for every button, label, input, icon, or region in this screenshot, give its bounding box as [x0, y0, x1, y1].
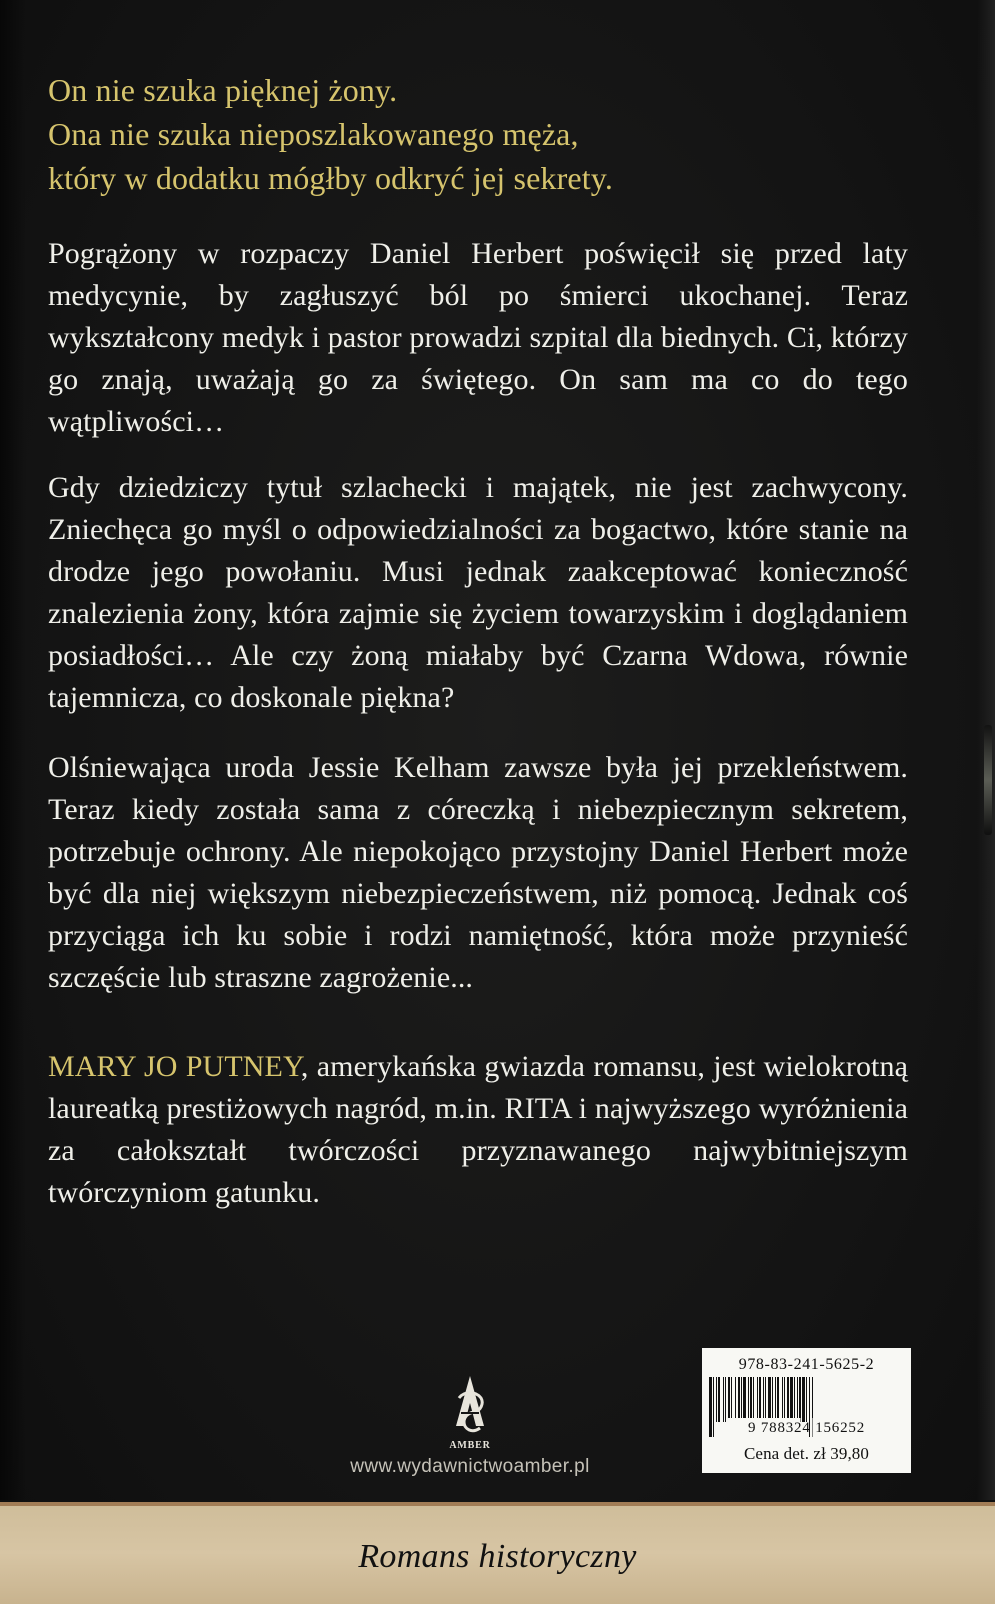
- cover-copy: [48, 68, 908, 1214]
- barcode-bar: [728, 1377, 730, 1422]
- barcode-bar: [772, 1377, 773, 1422]
- barcode-bar: [753, 1377, 754, 1422]
- barcode-bar: [782, 1377, 783, 1422]
- synopsis-paragraph: Pogrążony w rozpaczy Daniel Herbert poświęcił się przed laty medycynie, by zagłuszyć ból po śmierci ukochanej. Teraz wykształcony medyk i pastor prowadzi szpital dla biednych. Ci, którzy go znają, uważają go za świętego. On sam ma co do tego wątpliwości…: [48, 237, 908, 438]
- tagline-line: On nie szuka pięknej żony.: [48, 72, 398, 108]
- edge-mark: [984, 725, 992, 835]
- barcode-bar: [784, 1377, 785, 1422]
- barcode-bar: [768, 1377, 771, 1422]
- barcode-bar: [775, 1377, 776, 1422]
- barcode-bar: [741, 1377, 742, 1422]
- tagline: [48, 68, 908, 200]
- publisher-logo-text: AMBER: [449, 1440, 491, 1451]
- barcode-bar: [735, 1377, 736, 1422]
- barcode-bar: [718, 1377, 720, 1422]
- barcode-bar: [797, 1377, 798, 1422]
- barcode-digits: 9 788324 156252: [709, 1418, 904, 1438]
- author-bio: [48, 1046, 908, 1214]
- barcode-bar: [723, 1377, 724, 1422]
- barcode-bar: [802, 1377, 805, 1422]
- barcode-bar: [787, 1377, 789, 1422]
- tagline-line: Ona nie szuka nieposzlakowanego męża,: [48, 116, 579, 152]
- publisher-website: www.wydawnictwoamber.pl: [350, 1456, 590, 1477]
- genre-label: Romans historyczny: [358, 1538, 637, 1575]
- amber-logo-icon: [445, 1370, 495, 1442]
- barcode-bar: [757, 1377, 758, 1422]
- barcode-bar: [738, 1377, 740, 1422]
- retail-price: Cena det. zł 39,80: [743, 1444, 870, 1463]
- barcode-bar: [806, 1377, 807, 1422]
- author-name: MARY JO PUTNEY: [48, 1050, 301, 1083]
- barcode-bar: [743, 1377, 746, 1422]
- genre-band: [0, 1502, 995, 1604]
- synopsis-paragraph: Gdy dziedziczy tytuł szlachecki i majątek, nie jest zachwycony. Zniechęca go myśl o odpowiedzialności za bogactwo, które stanie na drodze jego powołaniu. Musi jednak zaakceptować konieczność znalezienia żony, która zajmie się życiem towarzyskim i doglądaniem posiadłości… Ale czy żoną miałaby być Czarna Wdowa, równie tajemnicza, co doskonale piękna?: [48, 471, 908, 714]
- barcode-bar: [731, 1377, 732, 1422]
- author-bio-text: , amerykańska gwiazda romansu, jest wielokrotną laureatką prestiżowych nagród, m.in. RITA i najwyższego wyróżnienia za całokształt twórczości przyznawanego najwybitniejszym twórczyniom gatunku.: [48, 1050, 908, 1209]
- barcode-bar: [799, 1377, 801, 1422]
- barcode-bar: [716, 1377, 717, 1422]
- barcode-bar: [794, 1377, 795, 1422]
- isbn-number: 978-83-241-5625-2: [738, 1356, 875, 1373]
- barcode-bar: [725, 1377, 726, 1422]
- isbn-price-label: [702, 1348, 911, 1473]
- barcode-bar: [748, 1377, 749, 1422]
- barcode: [709, 1377, 904, 1437]
- barcode-bar: [765, 1377, 766, 1422]
- barcode-bar: [790, 1377, 793, 1422]
- synopsis-paragraph: Olśniewająca uroda Jessie Kelham zawsze była jej przekleństwem. Teraz kiedy została sama z córeczką i niebezpiecznym sekretem, potrzebuje ochrony. Ale niepokojąco przystojny Daniel Herbert może być dla niej większym niebezpieczeństwem, niż pomocą. Jednak coś przyciąga ich ku sobie i rodzi namiętność, która może przynieść szczęście lub straszne zagrożenie...: [48, 751, 908, 994]
- tagline-line: który w dodatku mógłby odkryć jej sekrety.: [48, 160, 614, 196]
- publisher-block: [320, 1370, 620, 1478]
- barcode-bar: [777, 1377, 779, 1422]
- cover-left-shadow: [0, 0, 26, 1500]
- barcode-bar: [750, 1377, 752, 1422]
